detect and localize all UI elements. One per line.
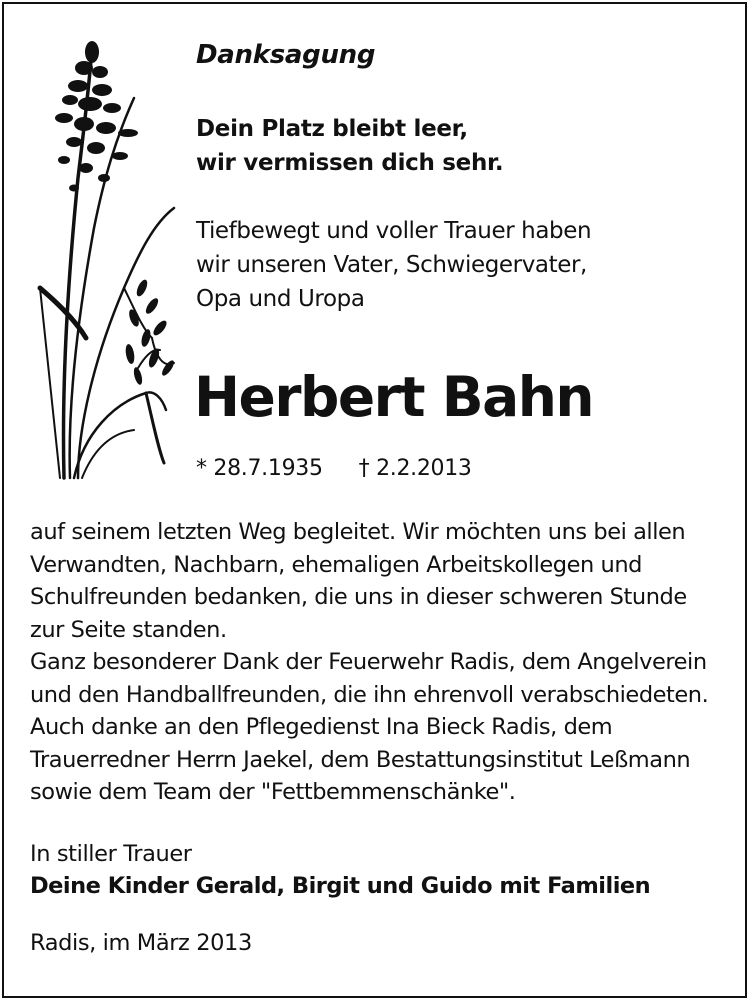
death-date: † 2.2.2013 [358,456,472,481]
mourners-signature: Deine Kinder Gerald, Birgit und Guido mit Familien [30,873,651,899]
memorial-quote [196,112,503,180]
quote-line: Dein Platz bleibt leer, [196,116,468,142]
body-line: Verwandten, Nachbarn, ehemaligen Arbeitskollegen und [30,551,642,578]
intro-line: wir unseren Vater, Schwiegervater, [196,252,587,278]
thanks-paragraph [30,516,730,809]
place-date: Radis, im März 2013 [30,930,252,956]
notice-title: Danksagung [196,40,376,70]
deceased-name: Herbert Bahn [194,365,594,429]
intro-line: Tiefbewegt und voller Trauer haben [196,218,592,244]
birth-date: * 28.7.1935 [196,456,323,481]
body-line: Trauerredner Herrn Jaekel, dem Bestattungsinstitut Leßmann [30,746,691,773]
body-line: sowie dem Team der "Fettbemmenschänke". [30,779,516,805]
quote-line: wir vermissen dich sehr. [196,150,504,176]
life-dates [196,456,472,481]
intro-line: Opa und Uropa [196,286,365,312]
body-line: und den Handballfreunden, die ihn ehrenvoll verabschiedeten. [30,681,709,708]
body-line: auf seinem letzten Weg begleitet. Wir möchten uns bei allen [30,519,686,545]
grass-silhouette-icon [34,38,180,482]
body-line: Ganz besonderer Dank der Feuerwehr Radis, dem Angelverein [30,649,707,675]
mourning-label: In stiller Trauer [30,841,192,867]
body-line: zur Seite standen. [30,616,227,643]
intro-text [196,214,591,316]
body-line: Auch danke an den Pflegedienst Ina Bieck Radis, dem [30,714,613,740]
body-line: Schulfreunden bedanken, die uns in dieser schweren Stunde [30,584,687,610]
mourners-block [30,838,650,902]
